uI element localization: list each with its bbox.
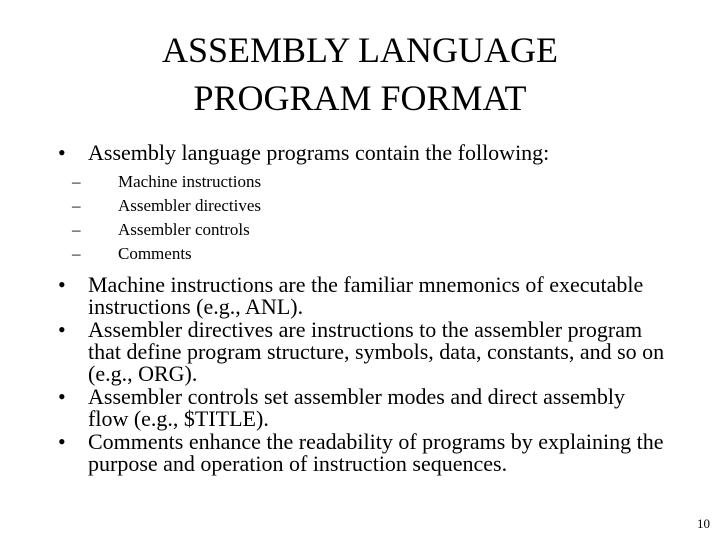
- sub-item: [58, 242, 668, 266]
- sub-item-text: Comments: [118, 244, 192, 263]
- slide-body: [58, 142, 668, 476]
- dash-marker: –: [72, 172, 81, 191]
- bullet-marker: •: [58, 429, 66, 454]
- title-line-1: ASSEMBLY LANGUAGE: [161, 30, 559, 70]
- bullet-item: [58, 431, 668, 475]
- sub-item-text: Assembler directives: [118, 196, 262, 215]
- bullet-item: [58, 319, 668, 385]
- bullet-marker: •: [58, 384, 66, 409]
- bullet-list: [58, 274, 668, 475]
- sub-item: [58, 170, 668, 194]
- dash-marker: –: [72, 196, 81, 215]
- bullet-item: [58, 274, 668, 318]
- dash-marker: –: [72, 220, 81, 239]
- bullet-marker: •: [58, 140, 66, 165]
- page-number: 10: [697, 516, 710, 531]
- bullet-text: Machine instructions are the familiar mnemonics of executable instructions (e.g., ANL).: [88, 272, 644, 319]
- sub-item-list: [58, 170, 668, 266]
- sub-item: [58, 194, 668, 218]
- bullet-marker: •: [58, 272, 66, 297]
- bullet-text: Assembler controls set assembler modes and direct assembly flow (e.g., $TITLE).: [88, 384, 626, 431]
- sub-item-text: Assembler controls: [118, 220, 250, 239]
- bullet-text: Assembler directives are instructions to the assembler program that define program structure, symbols, data, constants, and so on (e.g., ORG).: [88, 317, 665, 386]
- intro-bullet: [58, 142, 668, 164]
- bullet-text: Comments enhance the readability of programs by explaining the purpose and operation of instruction sequences.: [88, 429, 664, 476]
- bullet-item: [58, 386, 668, 430]
- title-line-2: PROGRAM FORMAT: [193, 78, 527, 118]
- sub-item-text: Machine instructions: [118, 172, 262, 191]
- slide-title: [60, 26, 660, 122]
- intro-bullet-text: Assembly language programs contain the following:: [88, 140, 550, 165]
- bullet-marker: •: [58, 317, 66, 342]
- dash-marker: –: [72, 244, 81, 263]
- sub-item: [58, 218, 668, 242]
